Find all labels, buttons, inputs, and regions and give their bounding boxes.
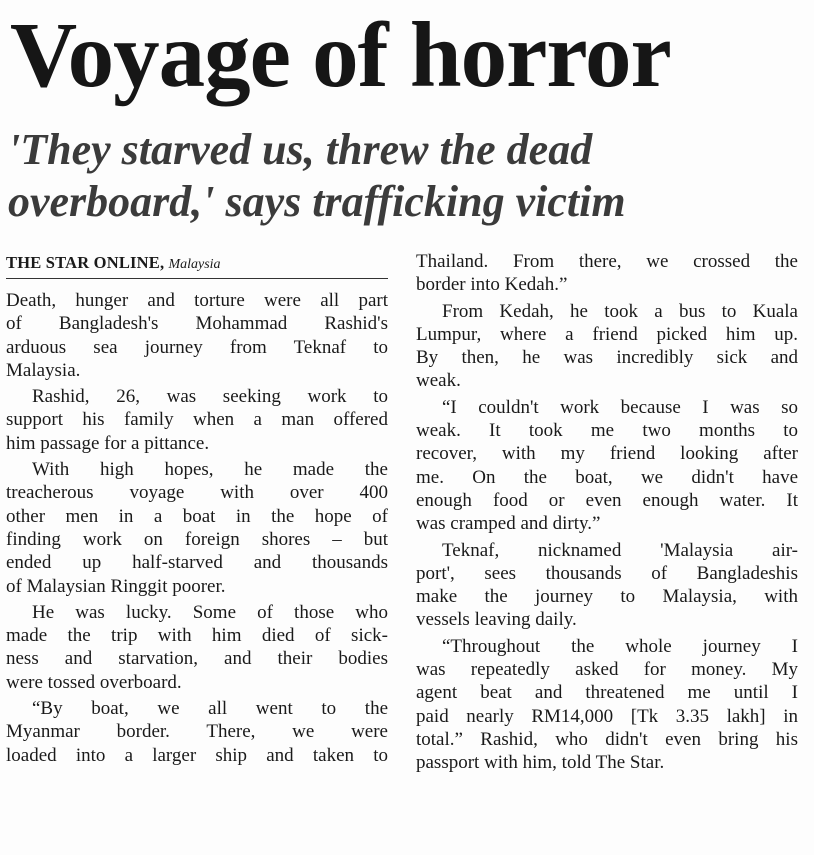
text-line: port', sees thousands of Bangladeshis <box>416 562 798 584</box>
text-line: of Malaysian Ringgit poorer. <box>6 575 226 597</box>
paragraph <box>6 697 388 767</box>
text-line: ended up half-starved and thousands <box>6 552 388 574</box>
text-line: Death, hunger and torture were all part <box>6 290 388 311</box>
text-line: ness and starvation, and their bodies <box>6 648 388 670</box>
text-line: make the journey to Malaysia, with <box>416 586 798 608</box>
text-line: vessels leaving daily. <box>416 609 577 631</box>
paragraph <box>416 635 798 775</box>
text-line: “By boat, we all went to the <box>32 698 388 720</box>
subheadline <box>8 124 808 228</box>
text-line: was cramped and dirty.” <box>416 513 601 535</box>
text-line: By then, he was incredibly sick and <box>416 347 798 369</box>
text-line: border into Kedah.” <box>416 274 568 296</box>
text-line: me. On the boat, we didn't have <box>416 466 798 488</box>
text-line: other men in a boat in the hope of <box>6 505 388 527</box>
text-line: of Bangladesh's Mohammad Rashid's <box>6 313 388 335</box>
text-line: was repeatedly asked for money. My <box>416 659 798 681</box>
text-line: weak. It took me two months to <box>416 420 798 442</box>
text-line: He was lucky. Some of those who <box>32 601 388 623</box>
text-line: total.” Rashid, who didn't even bring his <box>416 728 798 750</box>
text-line: weak. <box>416 370 461 392</box>
byline-source: THE STAR ONLINE, <box>6 253 165 272</box>
subhead-line: overboard,' says trafficking victim <box>8 177 626 226</box>
text-line: Rashid, 26, was seeking work to <box>32 386 388 408</box>
text-line: support his family when a man offered <box>6 409 388 431</box>
byline <box>6 250 388 279</box>
paragraph <box>6 385 388 455</box>
right-column-body <box>416 250 798 775</box>
text-line: arduous sea journey from Teknaf to <box>6 336 388 358</box>
paragraph <box>6 289 388 382</box>
paragraph <box>6 458 388 598</box>
text-line: finding work on foreign shores – but <box>6 528 388 550</box>
text-line: agent beat and threatened me until I <box>416 682 798 704</box>
text-line: were tossed overboard. <box>6 671 182 693</box>
text-line: Teknaf, nicknamed 'Malaysia air- <box>442 539 798 561</box>
text-line: Malaysia. <box>6 359 81 381</box>
text-line: recover, with my friend looking after <box>416 443 798 465</box>
headline: Voyage of horror <box>10 4 671 107</box>
paragraph <box>416 300 798 393</box>
text-line: Thailand. From there, we crossed the <box>416 251 798 272</box>
paragraph <box>416 396 798 536</box>
text-line: “I couldn't work because I was so <box>442 396 798 418</box>
byline-place: Malaysia <box>168 257 221 272</box>
subhead-line: 'They starved us, threw the dead <box>8 125 593 174</box>
left-column <box>6 250 388 770</box>
text-line: made the trip with him died of sick- <box>6 625 388 647</box>
text-line: passport with him, told The Star. <box>416 752 665 774</box>
paragraph <box>416 250 798 297</box>
text-line: With high hopes, he made the <box>32 459 388 481</box>
text-line: Lumpur, where a friend picked him up. <box>416 323 798 345</box>
text-line: loaded into a larger ship and taken to <box>6 744 388 766</box>
text-line: From Kedah, he took a bus to Kuala <box>442 300 798 322</box>
left-column-body <box>6 289 388 767</box>
paragraph <box>416 539 798 632</box>
text-line: treacherous voyage with over 400 <box>6 482 388 504</box>
text-line: enough food or even enough water. It <box>416 489 798 511</box>
text-line: Myanmar border. There, we were <box>6 721 388 743</box>
right-column <box>416 250 798 778</box>
text-line: him passage for a pittance. <box>6 432 210 454</box>
text-line: “Throughout the whole journey I <box>442 635 798 657</box>
text-line: paid nearly RM14,000 [Tk 3.35 lakh] in <box>416 705 798 727</box>
paragraph <box>6 601 388 694</box>
